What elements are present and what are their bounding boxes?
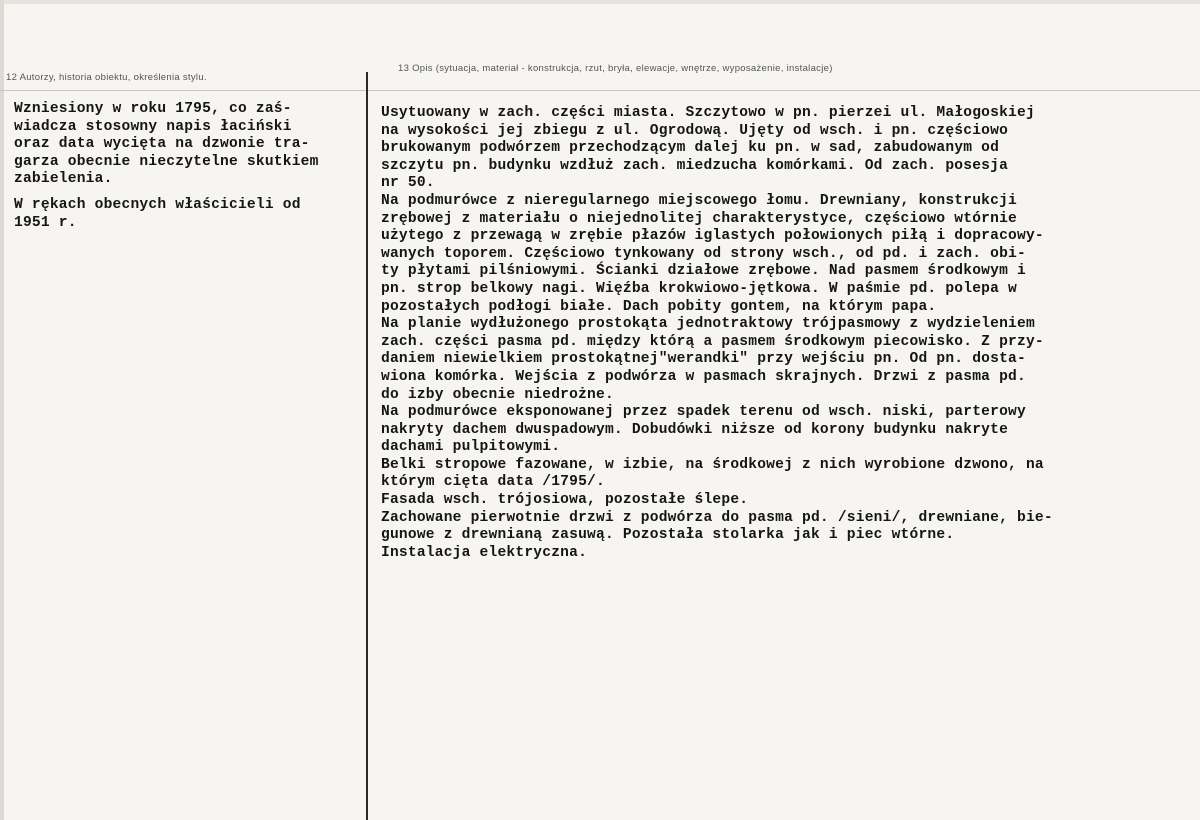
description-line: do izby obecnie niedrożne. — [381, 386, 614, 403]
description-line: wanych toporem. Częściowo tynkowany od strony wsch., od pd. i zach. obi- — [381, 245, 1026, 262]
description-line: brukowanym podwórzem przechodzącym dalej ku pn. w sad, zabudowanym od — [381, 140, 1000, 157]
description-line: Fasada wsch. trójosiowa, pozostałe ślepe. — [381, 492, 749, 509]
history-line: garza obecnie nieczytelne skutkiem — [14, 153, 319, 170]
description-line: zach. części pasma pd. między którą a pasmem środkowym piecowisko. Z przy- — [381, 333, 1044, 350]
description-line: gunowe z drewnianą zasuwą. Pozostała stolarka jak i piec wtórne. — [381, 527, 955, 544]
history-line: W rękach obecnych właścicieli od — [14, 196, 301, 213]
card-top-edge — [0, 0, 1200, 4]
description-line: pozostałych podłogi białe. Dach pobity gontem, na którym papa. — [381, 298, 937, 315]
description-line: ty płytami pilśniowymi. Ścianki działowe zrębowe. Nad pasmem środkowym i — [381, 263, 1026, 280]
description-line: na wysokości jej zbiegu z ul. Ogrodową. Ujęty od wsch. i pn. częściowo — [381, 122, 1009, 139]
description-line: Instalacja elektryczna. — [381, 544, 588, 561]
description-line: Na planie wydłużonego prostokąta jednotraktowy trójpasmowy z wydzieleniem — [381, 316, 1035, 333]
description-line: zrębowej z materiału o niejednolitej charakterystyce, częściowo wtórnie — [381, 210, 1017, 227]
history-line: oraz data wycięta na dzwonie tra- — [14, 136, 310, 153]
description-line: którym cięta data /1795/. — [381, 474, 605, 491]
description-line: nakryty dachem dwuspadowym. Dobudówki niższe od korony budynku nakryte — [381, 421, 1009, 438]
description-line: Na podmurówce z nieregularnego miejscowego łomu. Drewniany, konstrukcji — [381, 192, 1017, 209]
history-line: Wzniesiony w roku 1795, co zaś- — [14, 101, 292, 117]
column-divider — [366, 72, 368, 820]
history-line: wiadcza stosowny napis łaciński — [14, 118, 292, 135]
description-line: szczytu pn. budynku wzdłuż zach. miedzucha komórkami. Od zach. posesja — [381, 157, 1009, 174]
description-line: dachami pulpitowymi. — [381, 439, 561, 456]
description-line: Na podmurówce eksponowanej przez spadek terenu od wsch. niski, parterowy — [381, 404, 1026, 421]
description-text — [381, 105, 1053, 562]
history-text — [14, 101, 319, 232]
description-line: pn. strop belkowy nagi. Więźba krokwiowo-jętkowa. W paśmie pd. polepa w — [381, 280, 1017, 297]
description-line: wiona komórka. Wejścia z podwórza w pasmach skrajnych. Drzwi z pasma pd. — [381, 368, 1026, 385]
card-left-edge — [0, 0, 4, 820]
description-line: Belki stropowe fazowane, w izbie, na środkowej z nich wyrobione dzwono, na — [381, 456, 1044, 473]
header-rule — [0, 90, 1200, 91]
field-header-description: 13 Opis (sytuacja, materiał - konstrukcja, rzut, bryła, elewacje, wnętrze, wyposażenie, instalacje) — [398, 63, 833, 74]
field-header-history: 12 Autorzy, historia obiektu, określenia stylu. — [6, 72, 207, 83]
description-line: Usytuowany w zach. części miasta. Szczytowo w pn. pierzei ul. Małogoskiej — [381, 105, 1035, 121]
description-line: Zachowane pierwotnie drzwi z podwórza do pasma pd. /sieni/, drewniane, bie- — [381, 509, 1053, 526]
history-line: zabielenia. — [14, 171, 113, 188]
description-line: daniem niewielkiem prostokątnej"werandki" przy wejściu pn. Od pn. dosta- — [381, 351, 1026, 368]
history-paragraph — [14, 197, 319, 232]
description-line: nr 50. — [381, 175, 435, 192]
history-paragraph — [14, 101, 319, 189]
history-line: 1951 r. — [14, 214, 77, 231]
description-line: użytego z przewagą w zrębie płazów iglastych połowionych piłą i dopracowy- — [381, 228, 1044, 245]
